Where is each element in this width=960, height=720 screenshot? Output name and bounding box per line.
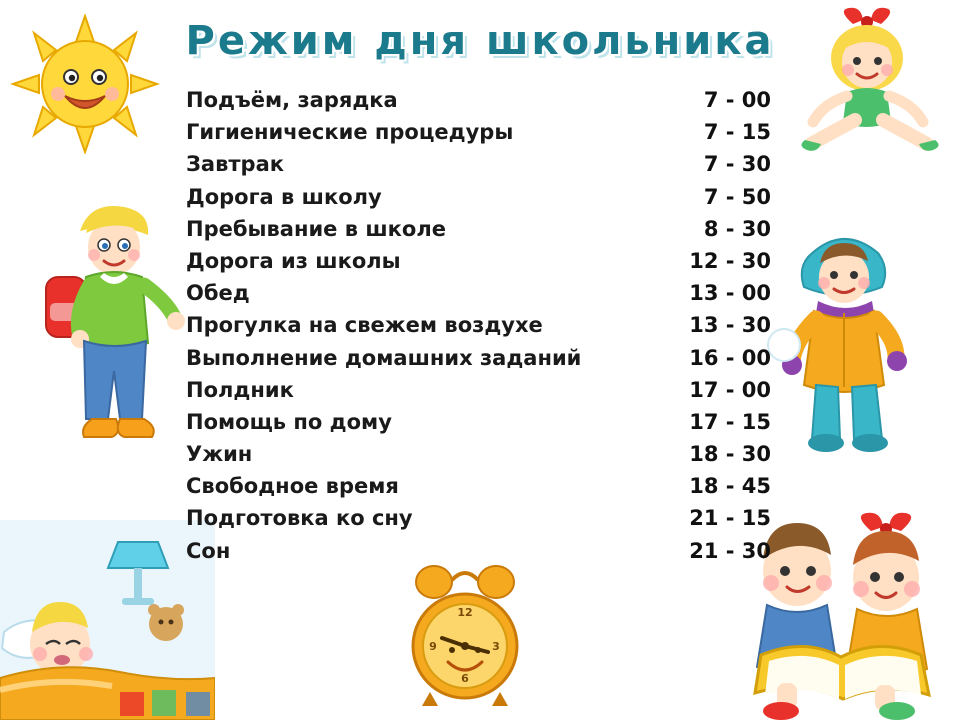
table-row [186, 152, 771, 184]
time-value: 21 - 15 [689, 506, 771, 531]
activity-label: Обед [186, 281, 250, 306]
table-row [186, 249, 771, 281]
activity-label: Гигиенические процедуры [186, 120, 514, 145]
child-in-winter-clothes-illustration [760, 215, 925, 475]
activity-label: Подъём, зарядка [186, 88, 398, 112]
clock-number-3: 3 [492, 640, 500, 653]
table-row [186, 185, 771, 217]
activity-label: Ужин [186, 442, 253, 467]
activity-label: Помощь по дому [186, 409, 392, 434]
activity-label: Сон [186, 538, 231, 563]
time-value: 7 - 00 [703, 88, 771, 112]
activity-label: Подготовка ко сну [186, 506, 413, 531]
activity-label: Полдник [186, 377, 294, 402]
activity-label: Дорога из школы [186, 248, 401, 273]
activity-label: Пребывание в школе [186, 216, 446, 241]
time-value: 7 - 30 [703, 152, 771, 177]
table-row [186, 378, 771, 410]
table-row [186, 442, 771, 474]
time-value: 13 - 00 [689, 281, 771, 306]
clock-number-6: 6 [461, 672, 469, 685]
alarm-clock-illustration [400, 552, 530, 712]
boy-with-backpack-illustration [34, 185, 194, 485]
table-row [186, 539, 771, 571]
activity-label: Прогулка на свежем воздухе [186, 313, 543, 338]
table-row [186, 88, 771, 120]
table-row [186, 313, 771, 345]
time-value: 13 - 30 [689, 313, 771, 338]
activity-label: Завтрак [186, 152, 285, 177]
time-value: 17 - 00 [689, 377, 771, 402]
time-value: 7 - 50 [703, 184, 771, 209]
time-value: 18 - 30 [689, 442, 771, 467]
time-value: 17 - 15 [689, 409, 771, 434]
page-title: Режим дня школьника [185, 18, 775, 64]
activity-label: Дорога в школу [186, 184, 382, 209]
activity-label: Выполнение домашних заданий [186, 345, 582, 370]
table-row [186, 410, 771, 442]
clock-number-12: 12 [457, 606, 473, 619]
schedule-table [186, 88, 771, 571]
table-row [186, 281, 771, 313]
sleeping-boy-illustration [0, 520, 215, 720]
table-row [186, 474, 771, 506]
time-value: 21 - 30 [689, 538, 771, 563]
table-row [186, 120, 771, 152]
time-value: 8 - 30 [703, 216, 771, 241]
activity-label: Свободное время [186, 474, 399, 499]
clock-number-9: 9 [429, 640, 437, 653]
time-value: 12 - 30 [689, 248, 771, 273]
table-row [186, 217, 771, 249]
time-value: 16 - 00 [689, 345, 771, 370]
time-value: 18 - 45 [689, 474, 771, 499]
time-value: 7 - 15 [703, 120, 771, 145]
table-row [186, 346, 771, 378]
table-row [186, 506, 771, 538]
